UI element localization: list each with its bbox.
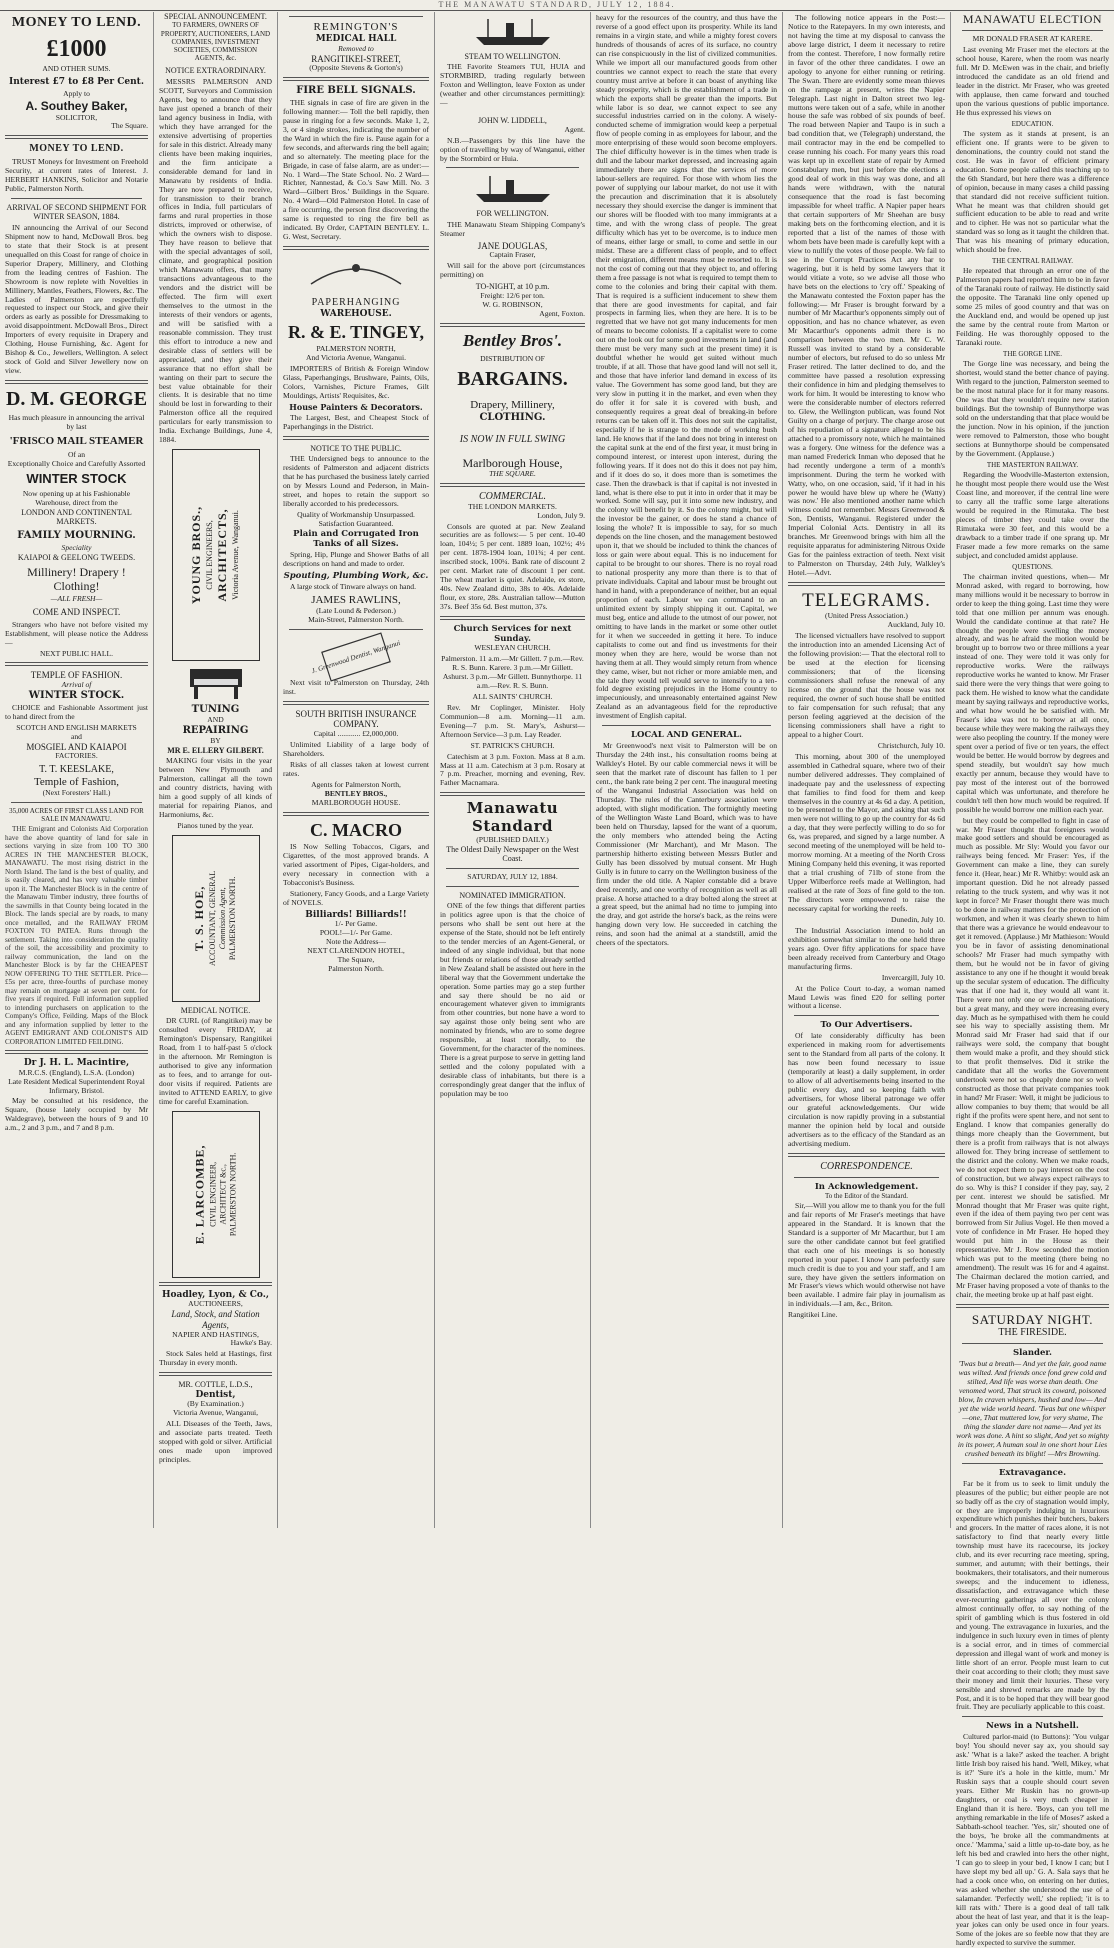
of-an: Of an bbox=[67, 449, 86, 459]
next-foresters: (Next Foresters' Hall.) bbox=[42, 787, 111, 797]
rangitikei-street: RANGITIKEI-STREET, bbox=[311, 53, 401, 64]
larcombe-line-4: PALMERSTON NORTH. bbox=[228, 1152, 238, 1237]
solicitor: SOLICITOR, bbox=[55, 112, 98, 122]
note-address: Note the Address— bbox=[326, 937, 386, 947]
all-saints-text: Rev. Mr Coplinger, Minister. Holy Communion—8 a.m. Morning—11 a.m. Evening—7 p.m. St. Mary's, Ashurst—Afternoon Service—3 p.m. Lay Reader. bbox=[440, 702, 585, 739]
scotch-english: SCOTCH AND ENGLISH MARKETS bbox=[16, 722, 137, 732]
larcombe-line-2: CIVIL ENGINEER, bbox=[207, 1161, 217, 1227]
markets-text: Consols are quoted at par. New Zealand securities are as follows:— 5 per cent. 10-40 loan, 104½; 5 per cent. 1889 loan, 102½; 4½ per cent. 1878-1904 loan, 101¾; 4 per cent. inscribed stock, 100¼. Bank rate of discount 2 per cent. Market rate of discount 1 per cent. The wheat market is quiet. Adelaide, ex store, 40s. New Zealand ditto, 38s to 40s. Adelaide flour, ex store, 28s. Australian tallow—Mutton 37s. Beef 35s 6d. Best mutton, 37s. bbox=[440, 521, 585, 612]
george-name: D. M. GEORGE bbox=[5, 388, 148, 411]
risks: Risks of all classes taken at lowest current rates. bbox=[283, 759, 429, 778]
hoe-line-3: Commission Agent, bbox=[218, 887, 228, 950]
billiards: Billiards! Billiards!! bbox=[305, 909, 407, 920]
column-1 bbox=[0, 12, 154, 1528]
baker-name: A. Southey Baker, bbox=[25, 99, 128, 114]
notice-extraordinary: NOTICE EXTRAORDINARY. bbox=[165, 65, 266, 75]
gilbert-name: MR E. ELLERY GILBERT. bbox=[167, 745, 264, 755]
rawlins-late: (Late Lound & Pederson.) bbox=[316, 605, 396, 615]
hoe-line-4: PALMERSTON NORTH. bbox=[228, 876, 238, 961]
bargains: BARGAINS. bbox=[457, 367, 568, 390]
letter-text: Sir,—Will you allow me to thank you for the full and fair reports of Mr Fraser's meetings that have appeared in the Standard. It is known that the Standard is a supporter of Mr Macarthur, but I am sure the other candidate cannot but feel gratified that each one of his meetings is so honestly reported in your paper. I know I am perfectly sure much credit is due to you and your staff, and I am sure, they have given the settlers information on Mr Fraser's views which would otherwise not have been available. I admire fair play in journalism as in individuals.—I am, &c., Briton. bbox=[788, 1200, 945, 1309]
pianos-tuned: Pianos tuned by the year. bbox=[177, 820, 254, 830]
piano-icon bbox=[186, 665, 246, 701]
drapery-millinery: Drapery, Millinery, bbox=[470, 399, 555, 412]
house-painters: House Painters & Decorators. bbox=[289, 401, 423, 412]
spring-baths: Spring, Hip, Plunge and Shower Baths of all descriptions on hand and made to order. bbox=[283, 549, 429, 568]
medical-hall: MEDICAL HALL bbox=[315, 33, 397, 44]
dunedin-text: The Industrial Association intend to hold an exhibition somewhat similar to the one held three years ago. Over fifty applications for space have been already received from Canterbury and Otago manufacturing firms. bbox=[788, 925, 945, 971]
stock-sales: Stock Sales held at Hastings, first Thursday in every month. bbox=[159, 1349, 272, 1368]
manawatu-shipping: THE Manawatu Steam Shipping Company's Steamer bbox=[440, 219, 585, 238]
column-7 bbox=[951, 12, 1114, 1948]
agent-foxton: Agent, Foxton. bbox=[539, 308, 585, 318]
frisco-mail: 'FRISCO MAIL STEAMER bbox=[9, 434, 144, 447]
invercargill-date: Invercargill, July 10. bbox=[881, 972, 945, 982]
press-assoc: (United Press Association.) bbox=[825, 611, 908, 621]
questions-heading: QUESTIONS. bbox=[1012, 562, 1053, 571]
per-game: 1/- Per Game. bbox=[334, 919, 378, 929]
liddell: JOHN W. LIDDELL, bbox=[478, 116, 547, 126]
masthead: THE MANAWATU STANDARD, JULY 12, 1884. bbox=[0, 0, 1114, 11]
education-text: The system as it stands at present, is an efficient one. If grants were to be given to denominations, the country could not stand the cost. He was in favor of efficient primary education. Some people called this teaching up to the 6th Standard, but here there was a difference of opinion, because in many cases a child passing that standard did not receive sufficient tuition. What he meant was that children should get sufficient education to be able to read and write and to cipher. He was not so particular what the standard was so long as it taught the children that. That was his meaning of primary education, which should be free. bbox=[956, 128, 1109, 255]
issue-date: SATURDAY, JULY 12, 1884. bbox=[467, 871, 558, 881]
advertisers-text: Of late considerably difficulty has been experienced in making room for advertisements sent to the Standard from all parts of the colony. It has now been found necessary to issue (temporarily at least) a daily supplement, in order to allow of all advertisements being inserted to the public every day, and so keeping faith with advertisers, for whose liberal patronage we offer our grateful acknowledgements. Our wide circulation is now rapidly proving in a substantial manner the opinion held by local and outside advertisers as to the efficacy of the Standard as an advertising medium. bbox=[788, 1031, 945, 1148]
dunedin-date: Dunedin, July 10. bbox=[891, 914, 945, 924]
all-saints: ALL SAINTS' CHURCH. bbox=[472, 691, 553, 701]
correspondence: CORRESPONDENCE. bbox=[820, 1160, 913, 1172]
kerslake-name: T. T. KEESLAKE, bbox=[39, 764, 114, 776]
cottle-name: MR. COTTLE, L.D.S., bbox=[178, 1380, 253, 1390]
full-swing: IS NOW IN FULL SWING bbox=[459, 433, 566, 445]
invercargill-text: At the Police Court to-day, a woman named Maud Lewis was fined £20 for selling porter without a license. bbox=[788, 983, 945, 1011]
special-announcement: SPECIAL ANNOUNCEMENT. bbox=[164, 12, 267, 21]
column-6 bbox=[783, 12, 951, 1528]
kaiapoi-tweeds: KAIAPOI & GEELONG TWEEDS. bbox=[17, 553, 136, 563]
importers-text: IMPORTERS of British & Foreign Window Glass, Paperhangings, Brushware, Paints, Oils, Colors, Varnishes, Picture Frames, Gilt Mouldings, Artists' Requisites, &c. bbox=[283, 363, 429, 400]
tonight: TO-NIGHT, at 10 p.m. bbox=[475, 282, 550, 292]
notice-public: NOTICE TO THE PUBLIC. bbox=[310, 443, 402, 453]
messrs-text: MESSRS PALMERSON AND SCOTT, Surveyors and Commission Agents, beg to announce that they have just opened a branch of their land agency business in India, with which they have arranged for the extensive advertising of properties for sale in this district. Already many clients have been making inquiries, and the firm anticipate a considerable demand for land in Manawatu by residents of India. They are now prepared to receive, for transmission to their branch offices in India, full particulars of farms and rural properties in those districts, improved or otherwise, of which the owners wish to dispose. They have reason to believe that with the special advantages of soil, climate, and geographical position which Manawatu offers, that many transactions advantageous to the vendors and the district will be effected. The firm will exert themselves to the utmost in the interests of their vendors or agents, and will be satisfied with a reasonable commission. They trust this effort to introduce a new and desirable class of settlers will be appreciated, and they give their assurance that no effort shall be wanting on their part to secure the best value obtainable for their clients. It is desirable that no time should be lost in forwarding to their Palmerston office all the required particulars for early transmission to India. Exchange Buildings, June 4, 1884. bbox=[159, 77, 272, 445]
to-farmers: TO FARMERS, OWNERS OF PROPERTY, AUCTIONEERS, LAND COMPANIES, INVESTMENT SOCIETIES, COMMISSION AGENTS, &c. bbox=[160, 21, 271, 63]
captain-fraser: Captain Fraser, bbox=[489, 250, 536, 260]
church-services: Church Services for next Sunday. bbox=[453, 624, 572, 645]
macro-text: IS Now Selling Tobaccos, Cigars, and Cigarettes, of the most approved brands. A varied assortment of Pipes, Cigar-holders, and every necessary in connection with a Tobacconist's Business. bbox=[283, 841, 429, 887]
money-to-lend-2-heading: MONEY TO LEND. bbox=[29, 143, 124, 155]
teeth-text: ALL Diseases of the Teeth, Jaws, and associate parts treated. Teeth stopped with gold or silver. Artificial ones made upon improved principles. bbox=[159, 1419, 272, 1465]
rawlins-name: JAMES RAWLINS, bbox=[311, 593, 401, 606]
trust-text: TRUST Moneys for Investment on Freehold Security, at current rates of Interest. J. HERBERT HANKINS, Solicitor and Notarie Public, Palmerston North. bbox=[5, 157, 148, 194]
young-line-4: Victoria Avenue, Wanganui. bbox=[231, 510, 241, 601]
victoria-ave: Victoria Avenue, Wanganui, bbox=[172, 1408, 259, 1418]
arrival-heading: ARRIVAL OF SECOND SHIPMENT FOR WINTER SEASON, 1884. bbox=[6, 203, 147, 222]
capital: Capital ............ £2,000,000. bbox=[313, 729, 399, 739]
column-3 bbox=[278, 12, 435, 1528]
slander-poem: 'Twas but a breath— And yet the fair, good name was wilted. And friends once fond grew cold and stilted, And life was worse than death. One venomed word, That struck its coward, poisoned blow, In craven whispers, hushed and low— And yet the wide world heard. 'Twas but one whisper—one, That muttered low, for very shame, The thing the slander dare not name— And yet its work was done. A hint so slight, And yet so mighty in its power, A human soul in one short hour Lies crushed beneath its blight! —Mrs Browning. bbox=[956, 1359, 1109, 1458]
nutshell-text: Cultured parlor-maid (to Buttons): 'You vulgar boy! You should never say ax, you should say ask.' 'What is a lake?' asked the teacher. A bright little Irish boy raised his hand. 'Well, Mikey, what is it?' 'Sure it's a hole in the kittle, mum.' Mr Ruskin says that a couple should court seven years. Either Mr Ruskin has no grown-up daughters, or coal is very much cheaper in England than it is here. 'Boys, can you tell me anything remarkable in the life of Moses?' asked a Sabbath-school teacher. 'Yes, sir,' shouted one of the boys, 'he broke all the commandments at once.' 'Mamma,' said a little up-to-date boy, as he left his bed and crawled into hers the other night, 'I can go to sleep in your bed, I know I can; but I have slept my bed all up.' G. A. Sala says that he had a cook once who, on entering on her duties, was asked whether she understood the use of a salamander. 'Perfectly well,' she replied; 'it is to kill rats with.' There is a good deal of tall talk about the heat of last year, and that it is the leap-year jokes can only be used once in four years. Some of the jokes are so feeble now that they are hardly expected to survive the summer. bbox=[956, 1732, 1109, 1948]
macintire-name: Dr J. H. L. Macintire, bbox=[23, 1058, 130, 1068]
distribution: DISTRIBUTION OF bbox=[480, 353, 545, 363]
strangers-text: Strangers who have not before visited my Establishment, will please notice the Address— bbox=[5, 619, 148, 647]
election-text: Last evening Mr Fraser met the electors at the school house, Karere, when the room was nearly full. Mr D. McEwen was in the chair, and briefly introduced the candidate as an old friend and leader in the district. Mr Fraser, who was greeted with applause, then came forward and touched upon the various questions of public importance. He thus expressed his views on bbox=[956, 45, 1109, 117]
bentley-bros-agent: BENTLEY BROS., bbox=[324, 788, 388, 798]
marlborough: Marlborough House, bbox=[462, 455, 563, 470]
larcombe-line-3: ARCHITECT &c., bbox=[218, 1163, 228, 1225]
steamer-icon-2 bbox=[468, 172, 558, 206]
satisfaction: Satisfaction Guaranteed. bbox=[318, 518, 394, 528]
unlimited: Unlimited Liability of a large body of Shareholders. bbox=[283, 740, 429, 758]
opening: Now opening up at his Fashionable Warehouse, direct from the bbox=[22, 488, 131, 507]
warehouse: WAREHOUSE. bbox=[320, 308, 392, 319]
spouting: Spouting, Plumbing Work, &c. bbox=[283, 570, 429, 581]
speciality: Speciality bbox=[61, 543, 92, 553]
tuning: TUNING bbox=[191, 704, 240, 716]
hoe-line-1: T. S. HOE, bbox=[192, 885, 207, 951]
for-wellington: FOR WELLINGTON. bbox=[476, 209, 549, 219]
arrival-of: Arrival of bbox=[61, 680, 92, 690]
hawkes-bay: Hawke's Bay. bbox=[230, 1338, 272, 1348]
liddell-agent: Agent. bbox=[564, 124, 585, 134]
young-line-1: YOUNG BROS., bbox=[189, 506, 204, 605]
remington-name: REMINGTON'S bbox=[313, 21, 399, 33]
questions-text: The chairman invited questions, when— Mr Monrad asked, with regard to borrowing, how many millions would it be necessary to borrow in order to keep the thing going. Last time they were told that one million per annum was enough. Would the candidate continue at that rate? He thought the people were swelling the money already, and was he afraid the motion would be brought up to borrow two or three millions a year instead of one. They were told it was only for reproductive works. Were the railways reproductive works he wanted to know. Mr Fraser said there were the very things that were going to pack them. He wished to know what the candidate meant by saying railways and reproductive works, and what how would he be satisfied with. Mr Fraser's idea was not to borrow at all once, because while they were making the railways they were also peopling the country. If the money were spent over a period of five or ten years, the effect would be better. He would borrow by degrees and spend steadily, but wouldn't say how much exactly per annum, because they would have to pay most of the interest out of the borrowed capital which was unfortunate, and therefore he couldn't tell then how much would be required. If possible he would borrow one million each year. bbox=[956, 571, 1109, 814]
railway-text: He repeated that through an error one of the Palmerston papers had reported him to be in favor of the Taranaki route of railway. He distinctly said the opposite. The Taranaki line only opened up some 25 miles of good country and that was on the Auckland end, and would be opened up just the same by the central route from Marton or Feilding. He was thoroughly opposed to the Taranaki route. bbox=[956, 266, 1109, 348]
paperhanging: PAPERHANGING bbox=[311, 297, 401, 309]
extravagance-heading: Extravagance. bbox=[998, 1467, 1067, 1478]
largest-stock: The Largest, Best, and Cheapest Stock of Paperhangings in the District. bbox=[283, 412, 429, 431]
apply-to: Apply to bbox=[63, 89, 90, 99]
london-continental: LONDON AND CONTINENTAL MARKETS. bbox=[21, 507, 132, 527]
election-heading: MANAWATU ELECTION bbox=[962, 12, 1103, 26]
quality: Quality of Workmanship Unsurpassed. bbox=[297, 510, 415, 519]
masterton-text: Regarding the Woodville-Masterton extension, he thought most people there would use the West Coast line, and moreover, if the central line were to carry all the traffic some large alterations would be required in the Rimutaka. The best pieces of timber they could take over the Rimutaka were 30 feet, and this would be a drawback to a timber trade if one sprang up. Mr Fraser made a few more remarks on the same subject, and concluded amidst applause. bbox=[956, 470, 1109, 560]
factories: FACTORIES. bbox=[55, 751, 98, 761]
winter-stock-2: WINTER STOCK. bbox=[28, 690, 125, 702]
winter-stock: WINTER STOCK bbox=[26, 471, 127, 487]
nb-text: N.B.—Passengers by this line have the option of travelling by way of Wanganui, either by the Stormbird or Huia. bbox=[440, 135, 585, 163]
london-date: London, July 9. bbox=[537, 510, 585, 520]
steamer-icon bbox=[468, 15, 558, 49]
notices-text: The following notice appears in the Post:—Notice to the Ratepayers. In my own interests, and not having the time at my disposal to canvass the above large district, I deem it necessary to retire from the contest. Therefore, I now formally retire in favor of the other three candidates. I owe an apology to anyone for either running or retiring. The Swan. There are evidently some mean thieves on the rampage at present, writes the Napier Telegraph. Last night in Dalton street two leg-muttons were taken out of a safe, while in another house the safe was robbed of six pounds of beef. The road between Napier and Taupo is in such a bad condition that, we (Telegraph) understand, the mail contractor may in the end be compelled to cease running his coach. For many years this road was kept up in excellent state of repair by Armed Constabulary men, but just before the elections a good deal of work in this way was done, and all hands were withdrawn, with the natural consequence that the road is fast becoming impassible for wheel traffic. A Napier paper hears that certain supporters of Mr Sheehan are busy making bets on the forthcoming election, and it is reported that a list of the names of those with whom bets have been made is carefully kept with a view to nullify the votes of those people. We fail to see in the Corrupt Practices Act any bar to wagering, but it is held by some lawyers that it would vitiate a vote, so we advise all those who have bets on the elections to 'cry off.' Speaking of the Manawatu contested the Foxton paper has the following:— Mr Fraser is brought forward by a number of Mr Macarthur's opponents simply out of opposition, and has no chance whatever, as even Mr Macarthur's opponents admit there is no comparison between the two men. Mr C. W. Russell was invited to stand by a considerable number of electors, but refused to do so unless Mr Fraser retired. The latter declined to do, and the committee have passed a resolution expressing their confidence in him and pledging themselves to work for him. It would be interesting to know who were the considerable number of electors referred to. Glew, the Wellington publican, was found Not Guilty on a charge of perjury. The charge arose out of his repudiation of a signature alleged to be his attached to a promissory note, which he maintained was a forgery. One witness for the defence was a man named Frederick Inman who deposed that he had recently undergone a term of a month's imprisonment. During the term he worked with Watty, who, on one occasion, said, 'if it had in his power he would have blew up where he (Watty) was now.' He also mentioned another name which witness could not remember. Messrs Greenwood & Son, Dentists, Wanganui. Registered under the Imperial Colonial Acts. Dentistry in all its branches. Mr Greenwood brings with him all the requisite apparatus for administering Nitrous Oxide Gas for the painless extraction of teeth. Next visit to Palmerston on Thursday, 24th July, Walkley's Hotel.—Advt. bbox=[788, 13, 945, 578]
auctioneers: AUCTIONEERS, bbox=[188, 1299, 243, 1309]
published-daily: (PUBLISHED DAILY.) bbox=[476, 834, 549, 844]
local-general: LOCAL AND GENERAL. bbox=[631, 730, 742, 741]
young-bros-ad bbox=[172, 449, 260, 661]
column-4 bbox=[435, 12, 591, 1528]
robinson: W. G. ROBINSON, bbox=[482, 299, 543, 309]
baker-address: The Square. bbox=[111, 121, 148, 131]
all-fresh: —ALL FRESH— bbox=[50, 594, 103, 604]
mosgiel: MOSGIEL AND KAIAPOI bbox=[26, 741, 127, 752]
wesleyan: WESLEYAN CHURCH. bbox=[474, 643, 551, 653]
masterton-heading: THE MASTERTON RAILWAY. bbox=[986, 460, 1079, 469]
napier-hastings: NAPIER AND HASTINGS, bbox=[172, 1329, 259, 1339]
hoe-ad bbox=[172, 835, 260, 1002]
extravagance-text: Far be it from us to seek to limit unduly the pleasures of the public; but either people are not so badly off as the cry of stagnation would imply, or they are improperly indulging in luxurious expenditure which punishes their butchers, bakers and grocers. In the matter of races alone, it is not satisfactory to find that nearly every little township must have its racecourse, its jockey club, and its ever recurring race meeting, spring, summer, and autumn; with their bettings, their bookmakers, their totalisators, and their numerous sweeps; and the inducement to idleness, dissatisfaction, and extravagance which these ever-recurring gatherings all over the colony almost continually offer, to say nothing of the spirit of gambling which is thus fostered in old and young. The extravagance in luxuries, and the indulgence in such luxury even in times of plenty is a social error, and in times of commercial depression and illegal want of work and money is little short of an error. People must learn to cut their coat according to their cloth; they must save their money and limit their luxuries. These very sensible and shrewd remarks are made by the Post, and it is to be hoped that they will bear good fruit. They are peculiarly applicable to this coast. bbox=[956, 1478, 1109, 1712]
tingey-name: R. & E. TINGEY, bbox=[287, 321, 425, 342]
auckland-date: Auckland, July 10. bbox=[887, 620, 945, 630]
removed-to: Removed to bbox=[338, 43, 374, 53]
interest-rate: Interest £7 to £8 Per Cent. bbox=[9, 76, 144, 87]
dentist-label: Dentist, bbox=[195, 1389, 236, 1400]
resident: Late Resident Medical Superintendent Royal Infirmary, Bristol. bbox=[8, 1076, 145, 1095]
young-line-2: CIVIL ENGINEERS, bbox=[205, 520, 215, 590]
mrcs: M.R.C.S. (England), L.S.A. (London) bbox=[18, 1067, 135, 1077]
hoadley-name: Hoadley, Lyon, & Co., bbox=[162, 1289, 269, 1300]
christchurch-date: Christchurch, July 10. bbox=[877, 740, 945, 750]
column-5 bbox=[591, 12, 783, 1528]
questions-text-2: but they could be compelled to fight in case of war. Mr Fraser thought that foreigners would make good settlers and should be encouraged as much as possible. Mr Sly: Would you favor our railways being fenced. Mr Fraser: Yes, if the Government can make a line, they can surely fence it. (Hear, hear.) Mr R. Whitby: would ask an important question. Did he not already passed relating to the truck system, and why was it not kept in force? Mr Fraser thought there was much to be done in railway matters for the protection of workmen, and when it was clearly shewn to him that there was a grievance he would endeavour to get it removed. (Applause.) Mr Mathieson: Would you be in favor of assisting denominational schools? Mr Fraser had much sympathy with them, but he would not be in favor of giving assistance to any one if he thought it would break up the secular system of education. The difficulty was that if one had it, they would all want it. There were not only one or two denominations, but a great many, and they were increasing every day. Much as he sympathised with them he could see his way to specially assisting them. Mr Monrad said Mr Fraser had said that if our railways were sold, the company that bought them would make a profit, and they should stick to that profit themselves. Did it strike the candidate that all the works the Government undertook were not so cheaply done nor so well constructed as those that private companies took in hand? Mr Fraser: Well, it might be judicious to allow companies to buy them; that would be all right if the profits were spent here, and not sent to England. I know that companies generally do things more cheaply than the Government, but there is a profit from railways that is not always allowed for. They bring increase of settlement to the district and the colony. When we make roads, we do not expect them to pay interest on the cost of construction, but we always expect railways to do so. Why is this? I consider if they pay, say, 2 per cent. interest we should be satisfied. Mr Monrad thought that Mr Fraser was quite right, even if the idea of them paying two per cent was borrowed from Sir Julius Vogel. He then moved a vote of confidence in Mr Fraser. He hoped they would put him in the House as their representative. Mr J. Row seconded the motion which was put to the meeting (there being no amendment). The result was 16 for and 4 against. The Chairman declared the motion carried, and Mr Fraser having proposed a vote of thanks to the chair, the meeting broke up at half past eight. bbox=[956, 815, 1109, 1300]
fire-bell-signals: FIRE BELL SIGNALS. bbox=[296, 85, 416, 97]
medical-notice: MEDICAL NOTICE. bbox=[180, 1005, 251, 1015]
next-visit: Next visit to Palmerston on Thursday, 24th inst. bbox=[283, 677, 429, 696]
may-consulted: May be consulted at his residence, the Square, (house lately occupied by Mr Waldegrave), between the hours of 9 and 10 a.m., 2 and 3 p.m., and 7 and 8 p.m. bbox=[5, 1096, 148, 1133]
land-agents: Land, Stock, and Station Agents, bbox=[171, 1309, 260, 1330]
clothing: CLOTHING. bbox=[479, 412, 546, 424]
macro-name: C. MACRO bbox=[310, 819, 402, 840]
christchurch-text: This morning, about 300 of the unemployed assembled in Cathedral square, where two of their number delivered addresses. They complained of inadequate pay and the uselessness of expecting that families to find food for them and keep themselves in the country at 4s 6d a day. A petition, to be presented to the Mayor, and asking that such men were not willing to go up the country for 4s 6d a day, that they were perfectly willing to do so for 6s, was prepared, and signed by a large number. A second meeting of the unemployed will be held to-morrow morning. At a meeting of the North Cross Mining Company held this evening, it was reported that a trial crushing of 71lb of stone from the Upper Wilberforce reefs made at Wellington, had realised at the rate of 3ozs of fine gold to the ton. The directors were empowered to raise the necessary capital for working the reefs. bbox=[788, 751, 945, 913]
tinware: A large stock of Tinware always on hand. bbox=[290, 581, 416, 591]
by-label: BY bbox=[210, 735, 221, 745]
larcombe-ad bbox=[172, 1111, 260, 1278]
repairing: REPAIRING bbox=[182, 724, 249, 736]
agents-for: Agents for Palmerston North, bbox=[311, 779, 401, 789]
next-public-hall: NEXT PUBLIC HALL. bbox=[39, 648, 114, 658]
fraser-karere: MR DONALD FRASER AT KARERE. bbox=[972, 34, 1093, 44]
the-fireside: THE FIRESIDE. bbox=[998, 1327, 1067, 1339]
education-heading: EDUCATION. bbox=[1011, 119, 1054, 128]
money-amount: £1000 bbox=[46, 35, 107, 62]
local-text: Mr Greenwood's next visit to Palmerston will be on Thursday the 24th inst., his consultation rooms being at Walkley's Hotel. By our cable commercial news it will be seen that the market rate of discount has fallen to 1 per cent., the bank rate being 2 per cent. The inaugural meeting of the Wanganui Industrial Association was held on Thursday. The rules of the Canterbury association were adopted, with slight modification. The fortnightly meeting of the Wellington Waste Land Board, which was to have been held on Thursday, lapsed for the want of a quorum, the only members who attended being the Acting Commissioner (Mr Marchant), and Mr Mason. The partnership hitherto existing between Messrs Butler and Gully has been dissolved by mutual consent. Mr Hugh Gully is in future to carry on the Wellington business of the firm under the old title. A Napier constable did a brave deed recently, and one worthy of recognition as well as all praise. A horse attached to a dray bolted along the street at a great speed, but the animal had no time to jumping into the dray, and got astride the horse's back, as the reins were hanging down very low. He succeeded in catching the reins, and soon had the animal at a standstill, amid the cheers of the spectators. bbox=[596, 741, 777, 948]
to-advertisers: To Our Advertisers. bbox=[820, 1020, 913, 1031]
curl-text: DR CURL (of Rangitikei) may be consulted every FRIDAY, at Remington's Dispensary, Rangitikei Road, from 1 to half-past 5 o'clock in the afternoon. Mr Remington is authorised to give any information as to fees, and to arrange for out-door visits if required. Patients are invited to ATTEND EARLY, to give time for careful Examination. bbox=[159, 1016, 272, 1106]
gorge-heading: THE GORGE LINE. bbox=[1003, 350, 1062, 359]
will-sail: Will sail for the above port (circumstances permitting) on bbox=[440, 261, 585, 280]
rangitikei-line: Rangitikei Line. bbox=[788, 1310, 838, 1320]
arrival-text: IN announcing the Arrival of our Second Shipment now to hand, McDowall Bros. beg to state that their Stock is at present unequalled on this Coast for range of choice in Superior Drapery, Millinery, and Clothing from the leading centres of Fashion. The Showroom is now replete with Novelties in Millinery, Mantles, Feathers, Flowers, &c. The Ladies of Palmerston are respectfully requested to inspect our Stock, and give their orders as early as possible for Dressmaking to avoid disappointment. McDowall Bros., Direct Importers of every requisite in Drapery and Clothing, House Furnishing, &c. Agent for Bishop & Co., Jewellers, Wellington. A select stock of Gold and Silver Jewellery now on view. bbox=[5, 222, 148, 376]
bentley-heading: Bentley Bros'. bbox=[462, 330, 563, 350]
steam-text: THE Favorite Steamers TUI, HUIA and STORMBIRD, trading regularly between Foxton and Wellington, leave Foxton as under (weather and other circumstances permitting):— bbox=[440, 62, 585, 108]
wesleyan-text: Palmerston. 11 a.m.—Mr Gillett. 7 p.m.—Rev. R. S. Bunn. Karere. 3 p.m.—Mr Gillett. Ashurst. 3 p.m.—Mr Gillett. Bunnythorpe. 11 a.m.—Rev. R. S. Bunn. bbox=[441, 654, 584, 690]
railway-heading: THE CENTRAL RAILWAY. bbox=[991, 257, 1074, 266]
macro-square: The Square, bbox=[337, 955, 375, 965]
saturday-night: SATURDAY NIGHT. bbox=[971, 1312, 1094, 1328]
hoe-line-2: ACCOUNTANT, GENERAL bbox=[207, 870, 217, 966]
to-editor: To the Editor of the Standard. bbox=[824, 1191, 909, 1200]
oldest-daily: The Oldest Daily Newspaper on the West Coast. bbox=[446, 844, 579, 864]
the-square: THE SQUARE. bbox=[489, 468, 536, 478]
slander-heading: Slander. bbox=[1012, 1348, 1053, 1359]
commercial: COMMERCIAL. bbox=[479, 490, 546, 502]
freight: Freight: 12/6 per ton. bbox=[480, 290, 545, 300]
standard-title: Manawatu Standard bbox=[466, 799, 559, 836]
south-british: SOUTH BRITISH INSURANCE COMPANY. bbox=[295, 708, 417, 730]
stamp-text: J. Greenwood Dentist, Wanganui bbox=[310, 638, 402, 675]
undersigned-text: THE Undersigned begs to announce to the residents of Palmerston and adjacent districts that he has purchased the business lately carried on by Messrs Lound and Pederson, in Main-street, and hopes to retain the support so liberally accorded to his predecessors. bbox=[283, 454, 429, 509]
come-inspect: COME AND INSPECT. bbox=[32, 607, 121, 618]
opposite: (Opposite Stevens & Gorton's) bbox=[309, 63, 403, 73]
acknowledgement: In Acknowledgement. bbox=[814, 1181, 919, 1192]
london-markets: THE LONDON MARKETS. bbox=[468, 501, 557, 511]
paperhanging-ornament bbox=[301, 254, 411, 294]
tingey-palmerston: PALMERSTON NORTH, bbox=[316, 343, 396, 353]
making-text: MAKING four visits in the year between New Plymouth and Palmerston, callingat all the town and country districts, having with him a good supply of all kinds of material for repairing Pianos, and Harmoniums, &c. bbox=[159, 756, 272, 819]
temple-of-fashion: Temple of Fashion, bbox=[33, 775, 120, 788]
stationery: Stationery, Fancy Goods, and a Large Variety of NOVELS. bbox=[283, 888, 429, 907]
macro-palmerston: Palmerston North. bbox=[328, 963, 384, 973]
money-other: AND OTHER SUMS. bbox=[42, 63, 111, 73]
jane-douglas: JANE DOUGLAS, bbox=[477, 240, 548, 251]
nominated-text: ONE of the few things that different parties in politics agree upon is that the choice of persons who shall be sent out here at the expense of the State, should not be left entirely to the tender mercies of an Agent-General, or indeed of any single individual, but that none but friends or relations of those already settled in New Zealand shall be assisted out here in the liberal way that the Government undertake the operation. Some parties may go a step further and say there should be no aid or encouragement whatever given to immigrants from other countries, but none have a word to say against those only being sent who are nominated by friends, who are to some degree responsible, at least morally, to the Government, for the character of the nominees. There is a great purpose to serve in getting land settled and the colony populated with a desirable class of inhabitants, but there is a correspondingly great danger that the influx of population may be too bbox=[440, 900, 585, 1098]
gorge-text: The Gorge line was necessary, and being the shortest, would stand the better chance of paying. With regard to the junction, Palmerston seemed to be the most natural place for it for many reasons. One was that they wouldn't require new station buildings. But the township of Bunnythorpe was sold on the understanding that that place would be the junction. Now in his opinion, if the junction were removed to Palmerston, those who bought sections at Bunnythorpe should be compensated by the Government. (Applause.) bbox=[956, 359, 1109, 458]
fire-text: THE signals in case of fire are given in the following manner:— Toll the bell rapidly, then pause in ringing for a few seconds. Make 1, 2, 3, or 4 single strokes, indicating the number of the Ward in which the fire is. Pause again for a few seconds, and afterwards ring the bell again; and so alternately. The meeting place for the Brigade, in case of false alarm, are as under:— No. 1 Ward—The State School. No. 2 Ward—Richter, Nannestad, & Co.'s Saw Mill. No. 3 Ward—Gilbert Bros.' Buildings in the Square. No. 4 Ward—Old Palmerston Hotel. In case of a fire occurring, the person first discovering the same is requested to ring the fire bell as indicated. By Order, CAPTAIN BENTLEY. L. G. West, Secretary. bbox=[283, 97, 429, 242]
pool: POOL!—1/- Per Game. bbox=[319, 928, 393, 938]
editorial-text: heavy for the resources of the country, and thus have the reverse of a good effect upon its prosperity. While its land remains in a virgin state, and while a mighty forest covers hundreds of thousands of acres of its surface, no country can rise conspicuously in the list of civilized communities. While we import all our manufactured goods from other countries we cannot expect to reach the state that every country must arrive at before it can boast of anything like steady prosperity, which is the establishment of a trade in which the exports shall be greater than the imports. But while labor is so dear, we cannot expect to see any successful industries carried on in the colony. A wisely-conducted scheme of immigration would keep a perpetual flow of people coming in as employees for labour, and the more enterprising of these would soon become employers. The chief difficulty however is in the times when trade is dull and the labour market depressed, and increasing again immediately there are signs that the services of more labour-sellers are required. For those with whom lies the power of supplying our labour market, do not use it with the precaution and discrimination that it is absolutely necessary they should exercise the danger is imminent that our shores will be flooded with too many immigrants at a time, and with the wrong class of people. The great difficulty which has yet to be overcome, is to induce men of means, either large or small, to come and settle in our midst. These are a different class of people, and to effect their emigration, different means must be resorted to. It is not the cost of coming out that they object to, and offering them a free passage is not what is required to tempt them to come to the colonies and bring their capital with them. That is required is a sufficient inducement to shew them that there are good investments for capital, and fair prospects in farming lies, when they are here. It is to be regretted that we have not got many inducements for men of means to become colonists. If a capitalist were to come out on the look out for some good investments in land (and there must be very many such at the present time) it is doubtful whether he would get suited without much trouble, if at all. Those that have good land will not sell it, and those that have inferior land demand in excess of its value. The Government has some good land, but they are very slow in putting it in the market, and even when they do offer it for sale it is covered with bush, and consequently requires a great deal of breaking-in before returns can be taken off it. This does not suit the capitalist, especially if he is strange to the mode of working bush land. He knows that if the land does not bring in interest on the capital sunk at the end of the first year, it must bring in compound interest, or interest upon interest, during the following years. If it does not do this it does not pay him, and if it does do so, it does more than is sometimes the case. Then the drawback is that if capital is not invested in land, what is there else to put it into in order that it may be worked. Some will say, put it into some new industry, and the colony will benefit by it. So the colony might, but will the investor be the gainer, or does he stand a chance of losing the whole? It is impossible to say, for so much depends on the line chosen, and the management bestowed upon it, that we should be included to think the chances of loss or gain were about equal. This is no inducement for capital to be brought to our shores. There is no royal road to national prosperity any more than there is to that of private individuals. Capital and labour must be brought out hand in hand, with a preponderance of neither, but an equal proportion of each. Labour we can command to an unlimited extent by simply shipping it out. Capital, we must beg, entice and allude to the utmost of our power, not omitting to have lands in the market or some other outlet for it when we succeeded in getting it here. To induce capitalists to come out and find us investments for their money when they are here, would be worse than not having them at all. They would simply return from whence they came, wiser, but not richer or more amiable men, and the tale they would tell would serve to intensify to a ten-fold degree existing prejudices in the Home country to impecuniously, and unreasonably entertained against New Zealand as an advantageous field for the reproductive investment of English capital. bbox=[596, 13, 777, 721]
and-label: AND bbox=[207, 715, 224, 724]
by-exam: (By Examination.) bbox=[187, 1399, 244, 1409]
temple-heading: TEMPLE OF FASHION. bbox=[30, 670, 123, 681]
money-to-lend-heading: MONEY TO LEND. bbox=[11, 15, 142, 30]
family-mourning: FAMILY MOURNING. bbox=[17, 529, 136, 541]
st-patricks: ST. PATRICK'S CHURCH. bbox=[470, 740, 555, 750]
george-sub: Has much pleasure in announcing the arrival by last bbox=[8, 412, 145, 431]
steam-to-wellington: STEAM TO WELLINGTON. bbox=[464, 52, 561, 61]
and-word: and bbox=[71, 731, 82, 741]
plain-corrugated: Plain and Corrugated Iron Tanks of all Sizes. bbox=[293, 528, 419, 549]
auckland-text: The licensed victuallers have resolved to support the introduction into an amended Licensing Act of the following provision:— That the electoral roll to be used at the election for licensing commissioners; that of the licensing commissioners shall refuse the renewal of any license on the ground that the house was not required, the owner of such house shall be entitled to fair compensation for such refusal; that any person feeling aggrieved at the decision of the licensing commissioners shall have a right to appeal to a higher Court. bbox=[788, 631, 945, 739]
nutshell-heading: News in a Nutshell. bbox=[986, 1721, 1079, 1732]
acres-heading: 35,000 ACRES OF FIRST CLASS LAND FOR SALE IN MANAWATU. bbox=[9, 806, 144, 824]
rawlins-address: Main-Street, Palmerston North. bbox=[308, 614, 404, 624]
young-line-3: ARCHITECTS, bbox=[215, 508, 230, 602]
marlborough-house: MARLBOROUGH HOUSE. bbox=[311, 797, 401, 807]
st-patricks-text: Catechism at 3 p.m. Foxton. Mass at 8 a.m. Mass at 11 a.m. Catechism at 3 p.m. Rosary at 7 p.m. Preacher, morning and evening, Rev. Father Macnamara. bbox=[440, 751, 585, 788]
exceptionally: Exceptionally Choice and Carefully Assorted bbox=[7, 458, 146, 468]
acres-text: THE Emigrant and Colonists Aid Corporation have the above quantity of land for sale in sections varying in size from 100 TO 300 ACRES IN THE MANCHESTER BLOCK, MANAWATU. The most rising district in the North Island. The land is the best of quality, and is easily cleared, and has very valuable timber upon it. The Manchester Block is in the centre of the Manawatu Timber industry, three fourths of the sawmills in that County being located in the Block. The lands special are by roads, to many once metalled, and the RAILWAY FROM FOXTON TO PATEA. Runs through the settlement. Taking into consideration the quality of the soil, the accessibility and proximity to railway communication, the land on the Manchester Block is by far the CHEAPEST NOW OFFERING TO THE SETTLER. Price—£5s per acre, three-fourths of purchase money may remain on mortgage at seven per cent. for five years if required. Full information supplied to intending purchasers on application to the Company's Office, Feilding. Maps of the Block and any information supplied by letter to the AGENT EMIGRANT AND COLONIST'S AID CORPORATION LIMITED FEILDING. bbox=[5, 825, 148, 1046]
nominated-immigration: NOMINATED IMMIGRATION. bbox=[459, 890, 566, 900]
millinery-drapery: Millinery! Drapery ! Clothing! bbox=[27, 564, 126, 593]
choice-text: CHOICE and Fashionable Assortment just to hand direct from the bbox=[5, 702, 148, 721]
clarendon: NEXT CLARENDON HOTEL, bbox=[307, 946, 405, 956]
larcombe-line-1: E. LARCOMBE, bbox=[192, 1144, 207, 1245]
telegrams-heading: TELEGRAMS. bbox=[802, 590, 931, 612]
tingey-victoria: And Victoria Avenue, Wanganui. bbox=[306, 352, 406, 362]
column-2 bbox=[154, 12, 278, 1528]
